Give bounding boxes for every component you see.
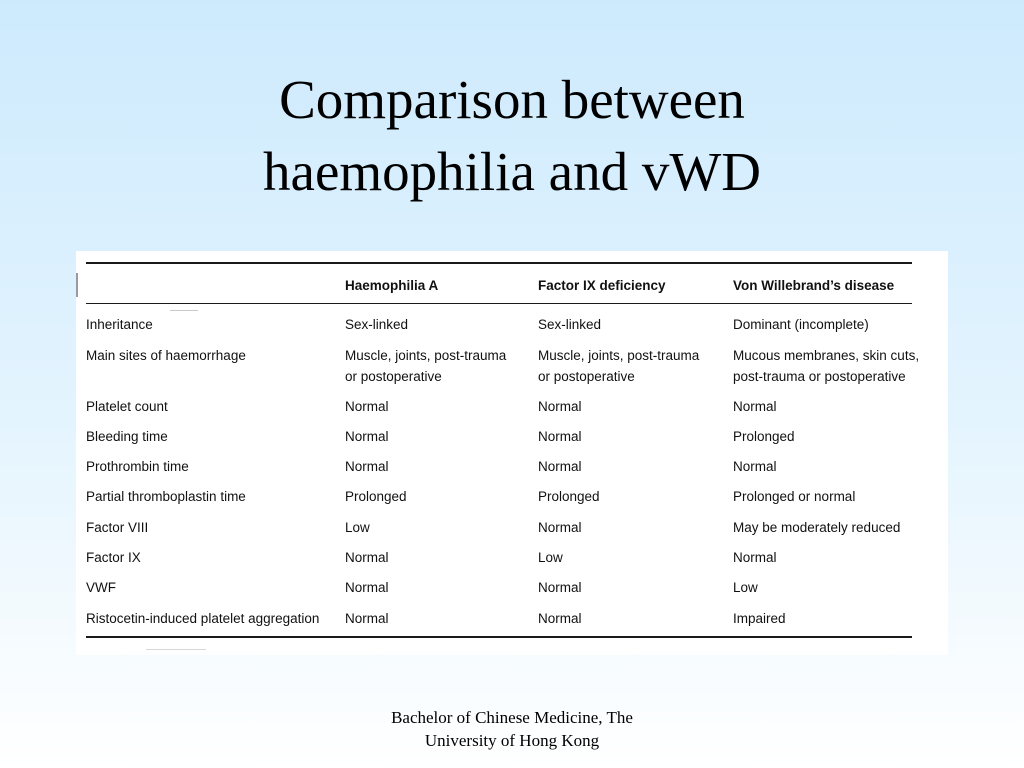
cell-haemophilia-a: Normal <box>345 611 389 626</box>
cell-factor-ix-deficiency: Normal <box>538 399 582 414</box>
scan-edge-mark <box>76 273 78 297</box>
scan-speck <box>146 649 206 650</box>
cell-haemophilia-a: Sex-linked <box>345 317 409 332</box>
cell-vwd: Impaired <box>733 611 786 626</box>
cell-haemophilia-a: Normal <box>345 550 389 565</box>
footer-line-2: University of Hong Kong <box>424 731 600 750</box>
cell-factor-ix-deficiency: Low <box>538 550 563 565</box>
header-factor-ix-deficiency: Factor IX deficiency <box>538 278 666 293</box>
cell-factor-ix-deficiency: Normal <box>538 459 582 474</box>
cell-vwd: Prolonged or normal <box>733 489 856 504</box>
cell-haemophilia-a: or postoperative <box>345 369 442 384</box>
cell-haemophilia-a: Normal <box>345 429 389 444</box>
cell-haemophilia-a: Normal <box>345 459 389 474</box>
row-feature-label: Inheritance <box>86 317 153 332</box>
cell-vwd: May be moderately reduced <box>733 520 901 535</box>
slide-footer <box>312 706 712 752</box>
row-feature-label: Bleeding time <box>86 429 168 444</box>
table-top-rule <box>86 262 912 264</box>
cell-haemophilia-a: Low <box>345 520 370 535</box>
cell-vwd: Normal <box>733 459 777 474</box>
cell-factor-ix-deficiency: Muscle, joints, post-trauma <box>538 348 700 363</box>
row-feature-label: Ristocetin-induced platelet aggregation <box>86 611 320 626</box>
row-feature-label: Factor VIII <box>86 520 149 535</box>
table-bottom-rule <box>86 636 912 638</box>
header-haemophilia-a: Haemophilia A <box>345 278 439 293</box>
row-feature-label: Main sites of haemorrhage <box>86 348 246 363</box>
cell-haemophilia-a: Normal <box>345 399 389 414</box>
row-feature-label: Platelet count <box>86 399 168 414</box>
cell-vwd: Normal <box>733 399 777 414</box>
row-feature-label: VWF <box>86 580 116 595</box>
cell-factor-ix-deficiency: Normal <box>538 611 582 626</box>
row-feature-label: Factor IX <box>86 550 141 565</box>
cell-factor-ix-deficiency: Normal <box>538 580 582 595</box>
cell-factor-ix-deficiency: Sex-linked <box>538 317 602 332</box>
cell-vwd: Prolonged <box>733 429 795 444</box>
cell-haemophilia-a: Muscle, joints, post-trauma <box>345 348 507 363</box>
cell-haemophilia-a: Normal <box>345 580 389 595</box>
header-von-willebrands-disease: Von Willebrand’s disease <box>733 278 895 293</box>
cell-factor-ix-deficiency: Normal <box>538 429 582 444</box>
cell-vwd: Normal <box>733 550 777 565</box>
footer-line-1: Bachelor of Chinese Medicine, The <box>391 708 633 727</box>
cell-haemophilia-a: Prolonged <box>345 489 407 504</box>
table-header-rule <box>86 303 912 304</box>
cell-factor-ix-deficiency: or postoperative <box>538 369 635 384</box>
cell-factor-ix-deficiency: Prolonged <box>538 489 600 504</box>
cell-vwd: Mucous membranes, skin cuts, <box>733 348 920 363</box>
cell-factor-ix-deficiency: Normal <box>538 520 582 535</box>
slide-title-line-1: Comparison between <box>279 69 745 130</box>
scan-speck <box>170 310 198 311</box>
cell-vwd: Low <box>733 580 758 595</box>
row-feature-label: Partial thromboplastin time <box>86 489 246 504</box>
cell-vwd: post-trauma or postoperative <box>733 369 906 384</box>
slide-title-line-2: haemophilia and vWD <box>263 141 761 202</box>
comparison-table-image <box>76 251 948 655</box>
slide-title <box>0 64 1024 208</box>
row-feature-label: Prothrombin time <box>86 459 189 474</box>
cell-vwd: Dominant (incomplete) <box>733 317 869 332</box>
